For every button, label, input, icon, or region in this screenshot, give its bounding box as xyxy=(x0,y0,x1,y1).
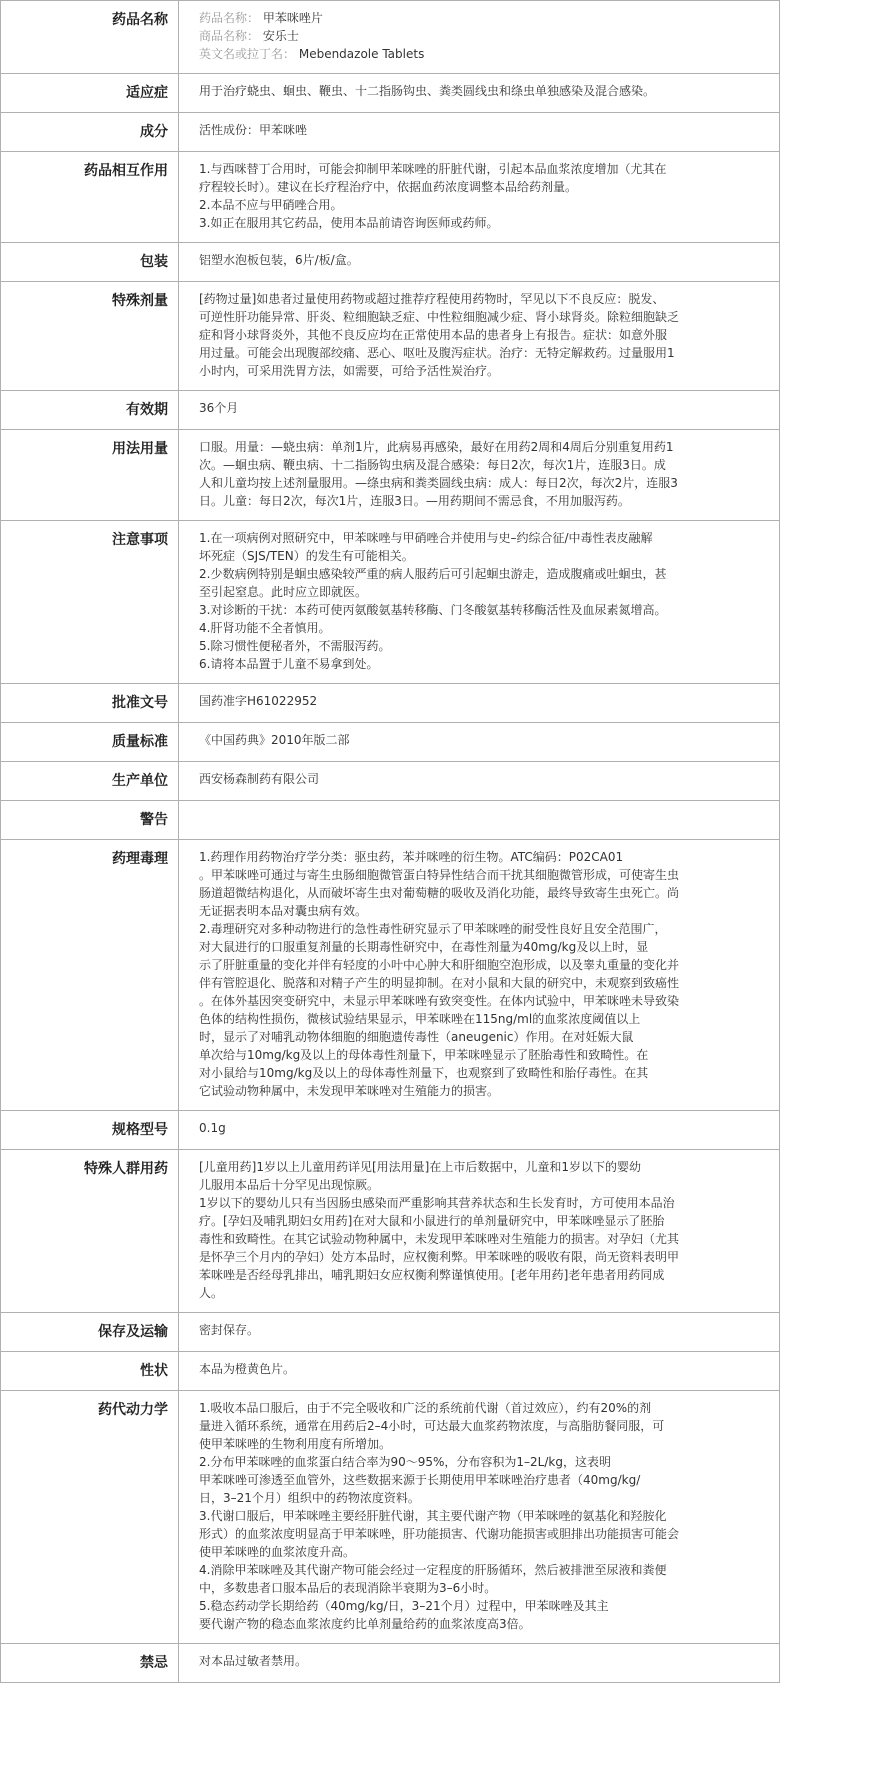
text-line: 疗程较长时）。建议在长疗程治疗中，依据血药浓度调整本品给药剂量。 xyxy=(199,180,578,194)
row-ingredients xyxy=(1,113,780,152)
row-value xyxy=(179,391,780,430)
row-label: 药品相互作用 xyxy=(1,152,179,243)
row-value xyxy=(179,801,780,840)
text-line: 36个月 xyxy=(199,401,239,415)
text-line: 2.毒理研究对多种动物进行的急性毒性研究显示了甲苯咪唑的耐受性良好且安全范围广， xyxy=(199,922,667,936)
text-line: 4.消除甲苯咪唑及其代谢产物可能会经过一定程度的肝肠循环，然后被排泄至尿液和粪便 xyxy=(199,1563,667,1577)
text-line: 6.请将本品置于儿童不易拿到处。 xyxy=(199,657,379,671)
text-line: 3.如正在服用其它药品，使用本品前请咨询医师或药师。 xyxy=(199,216,499,230)
trade-name-line xyxy=(199,27,769,45)
row-label: 性状 xyxy=(1,1352,179,1391)
row-value xyxy=(179,723,780,762)
text-line: 1.在一项病例对照研究中，甲苯咪唑与甲硝唑合并使用与史–约综合征/中毒性表皮融解 xyxy=(199,531,653,545)
text-line: 用过量。可能会出现腹部绞痛、恶心、呕吐及腹泻症状。治疗：无特定解救药。过量服用1 xyxy=(199,346,675,360)
text-line: 肠道超微结构退化，从而破坏寄生虫对葡萄糖的吸收及消化功能，最终导致寄生虫死亡。尚 xyxy=(199,886,680,900)
row-value xyxy=(179,1111,780,1150)
row-label: 警告 xyxy=(1,801,179,840)
text-line: 0.1g xyxy=(199,1121,226,1135)
text-line: 口服。用量：—蛲虫病：单剂1片，此病易再感染，最好在用药2周和4周后分别重复用药1 xyxy=(199,440,674,454)
row-label: 保存及运输 xyxy=(1,1313,179,1352)
text-line: 1.吸收本品口服后，由于不完全吸收和广泛的系统前代谢（首过效应），约有20%的剂 xyxy=(199,1401,652,1415)
row-value xyxy=(179,1150,780,1313)
row-warning xyxy=(1,801,780,840)
trade-name-key: 商品名称： xyxy=(199,29,260,43)
text-line: 小时内，可采用洗胃方法，如需要，可给予活性炭治疗。 xyxy=(199,364,500,378)
row-label: 注意事项 xyxy=(1,521,179,684)
text-line: 日，3–21个月）组织中的药物浓度资料。 xyxy=(199,1491,420,1505)
text-line: 使甲苯咪唑的生物利用度有所增加。 xyxy=(199,1437,392,1451)
row-label: 包装 xyxy=(1,243,179,282)
row-label: 成分 xyxy=(1,113,179,152)
text-line: [药物过量]如患者过量使用药物或超过推荐疗程使用药物时，罕见以下不良反应：脱发、 xyxy=(199,292,665,306)
text-line: 使甲苯咪唑的血浆浓度升高。 xyxy=(199,1545,356,1559)
row-special-population xyxy=(1,1150,780,1313)
text-line: 对本品过敏者禁用。 xyxy=(199,1654,308,1668)
text-line: 4.肝肾功能不全者慎用。 xyxy=(199,621,331,635)
text-line: 单次给与10mg/kg及以上的母体毒性剂量下，甲苯咪唑显示了胚胎毒性和致畸性。在 xyxy=(199,1048,649,1062)
trade-name-value: 安乐士 xyxy=(262,29,299,43)
row-overdose xyxy=(1,282,780,391)
text-line: 毒性和致畸性。在其它试验动物种属中，未发现甲苯咪唑对生殖能力的损害。对孕妇（尤其 xyxy=(199,1232,680,1246)
row-value xyxy=(179,282,780,391)
row-indications xyxy=(1,74,780,113)
text-line: 它试验动物种属中，未发现甲苯咪唑对生殖能力的损害。 xyxy=(199,1084,500,1098)
text-line: 1.与西咪替丁合用时，可能会抑制甲苯咪唑的肝脏代谢，引起本品血浆浓度增加（尤其在 xyxy=(199,162,667,176)
text-line: 人和儿童均按上述剂量服用。—绦虫病和粪类圆线虫病：成人：每日2次，每次2片，连服3 xyxy=(199,476,678,490)
text-line: 坏死症（SJS/TEN）的发生有可能相关。 xyxy=(199,549,414,563)
row-value xyxy=(179,1644,780,1683)
row-value xyxy=(179,840,780,1111)
row-label: 生产单位 xyxy=(1,762,179,801)
generic-name-key: 药品名称： xyxy=(199,11,260,25)
row-label: 质量标准 xyxy=(1,723,179,762)
text-line: 人。 xyxy=(199,1286,224,1300)
row-pharmacology xyxy=(1,840,780,1111)
text-line: 症和肾小球肾炎外，其他不良反应均在正常使用本品的患者身上有报告。症状：如意外服 xyxy=(199,328,668,342)
text-line: [儿童用药]1岁以上儿童用药详见[用法用量]在上市后数据中，儿童和1岁以下的婴幼 xyxy=(199,1160,641,1174)
english-name-key: 英文名或拉丁名： xyxy=(199,47,296,61)
text-line: 可逆性肝功能异常、肝炎、粒细胞缺乏症、中性粒细胞减少症、肾小球肾炎。除粒细胞缺乏 xyxy=(199,310,680,324)
row-label: 适应症 xyxy=(1,74,179,113)
text-line: 对小鼠给与10mg/kg及以上的母体毒性剂量下，也观察到了致畸性和胎仔毒性。在其 xyxy=(199,1066,649,1080)
row-value xyxy=(179,521,780,684)
text-line: 形式）的血浆浓度明显高于甲苯咪唑，肝功能损害、代谢功能损害或胆排出功能损害可能会 xyxy=(199,1527,680,1541)
text-line: 甲苯咪唑可渗透至血管外，这些数据来源于长期使用甲苯咪唑治疗患者（40mg/kg/ xyxy=(199,1473,641,1487)
row-label: 规格型号 xyxy=(1,1111,179,1150)
text-line: 3.代谢口服后，甲苯咪唑主要经肝脏代谢，其主要代谢产物（甲苯咪唑的氨基化和羟胺化 xyxy=(199,1509,667,1523)
row-value xyxy=(179,430,780,521)
row-value xyxy=(179,152,780,243)
row-package xyxy=(1,243,780,282)
text-line: 无证据表明本品对囊虫病有效。 xyxy=(199,904,368,918)
text-line: 中，多数患者口服本品后的表现消除半衰期为3–6小时。 xyxy=(199,1581,497,1595)
text-line: 2.本品不应与甲硝唑合用。 xyxy=(199,198,343,212)
row-value xyxy=(179,243,780,282)
row-dosage xyxy=(1,430,780,521)
text-line: 苯咪唑是否经母乳排出，哺乳期妇女应权衡利弊谨慎使用。[老年用药]老年患者用药同成 xyxy=(199,1268,665,1282)
row-value xyxy=(179,113,780,152)
row-label: 禁忌 xyxy=(1,1644,179,1683)
row-contraindications xyxy=(1,1644,780,1683)
row-value xyxy=(179,74,780,113)
text-line: 1岁以下的婴幼儿只有当因肠虫感染而严重影响其营养状态和生长发育时，方可使用本品治 xyxy=(199,1196,675,1210)
text-line: 对大鼠进行的口服重复剂量的长期毒性研究中，在毒性剂量为40mg/kg及以上时，显 xyxy=(199,940,649,954)
row-label: 用法用量 xyxy=(1,430,179,521)
english-name-value: Mebendazole Tablets xyxy=(298,47,425,61)
row-value xyxy=(179,684,780,723)
text-line: 密封保存。 xyxy=(199,1323,260,1337)
row-pharmacokinetics xyxy=(1,1391,780,1644)
row-precautions xyxy=(1,521,780,684)
text-line: 要代谢产物的稳态血浆浓度约比单剂量给药的血浆浓度高3倍。 xyxy=(199,1617,531,1631)
text-line: 3.对诊断的干扰：本药可使丙氨酸氨基转移酶、门冬酸氨基转移酶活性及血尿素氮增高。 xyxy=(199,603,667,617)
row-label: 特殊剂量 xyxy=(1,282,179,391)
text-line: 5.稳态药动学长期给药（40mg/kg/日，3–21个月）过程中，甲苯咪唑及其主 xyxy=(199,1599,609,1613)
text-line: 日。儿童：每日2次，每次1片，连服3日。—用药期间不需忌食，不用加服泻药。 xyxy=(199,494,630,508)
row-appearance xyxy=(1,1352,780,1391)
english-name-line xyxy=(199,45,769,63)
row-value xyxy=(179,762,780,801)
row-value xyxy=(179,1352,780,1391)
row-spec xyxy=(1,1111,780,1150)
row-label: 有效期 xyxy=(1,391,179,430)
text-line: 《中国药典》2010年版二部 xyxy=(199,733,350,747)
text-line: 色体的结构性损伤，微核试验结果显示，甲苯咪唑在115ng/ml的血浆浓度阈值以上 xyxy=(199,1012,641,1026)
row-label: 药理毒理 xyxy=(1,840,179,1111)
text-line: 1.药理作用药物治疗学分类：驱虫药，苯并咪唑的衍生物。ATC编码：P02CA01 xyxy=(199,850,624,864)
row-label: 药代动力学 xyxy=(1,1391,179,1644)
text-line: 量进入循环系统，通常在用药后2–4小时，可达最大血浆药物浓度，与高脂肪餐同服，可 xyxy=(199,1419,665,1433)
row-value xyxy=(179,1,780,74)
row-label: 特殊人群用药 xyxy=(1,1150,179,1313)
row-standard xyxy=(1,723,780,762)
row-name xyxy=(1,1,780,74)
row-label: 批准文号 xyxy=(1,684,179,723)
text-line: 至引起窒息。此时应立即就医。 xyxy=(199,585,368,599)
text-line: 国药准字H61022952 xyxy=(199,694,318,708)
text-line: 伴有管腔退化、脱落和对精子产生的明显抑制。在对小鼠和大鼠的研究中，未观察到致癌性 xyxy=(199,976,680,990)
text-line: 用于治疗蛲虫、蛔虫、鞭虫、十二指肠钩虫、粪类圆线虫和绦虫单独感染及混合感染。 xyxy=(199,84,656,98)
row-storage xyxy=(1,1313,780,1352)
text-line: 是怀孕三个月内的孕妇）处方本品时，应权衡利弊。甲苯咪唑的吸收有限，尚无资料表明甲 xyxy=(199,1250,680,1264)
text-line: 示了肝脏重量的变化并伴有轻度的小叶中心肿大和肝细胞空泡形成，以及睾丸重量的变化并 xyxy=(199,958,680,972)
row-interactions xyxy=(1,152,780,243)
generic-name-line xyxy=(199,9,769,27)
text-line: 。在体外基因突变研究中，未显示甲苯咪唑有致突变性。在体内试验中，甲苯咪唑未导致染 xyxy=(199,994,680,1008)
row-label: 药品名称 xyxy=(1,1,179,74)
text-line: 。甲苯咪唑可通过与寄生虫肠细胞微管蛋白特异性结合而干扰其细胞微管形成，可使寄生虫 xyxy=(199,868,680,882)
row-value xyxy=(179,1391,780,1644)
text-line: 本品为橙黄色片。 xyxy=(199,1362,296,1376)
text-line: 铝塑水泡板包装，6片/板/盒。 xyxy=(199,253,359,267)
text-line: 儿服用本品后十分罕见出现惊厥。 xyxy=(199,1178,380,1192)
text-line: 2.少数病例特别是蛔虫感染较严重的病人服药后可引起蛔虫游走，造成腹痛或吐蛔虫，甚 xyxy=(199,567,667,581)
text-line: 5.除习惯性便秘者外，不需服泻药。 xyxy=(199,639,391,653)
text-line: 2.分布甲苯咪唑的血浆蛋白结合率为90～95%，分布容积为1–2L/kg，这表明 xyxy=(199,1455,611,1469)
row-manufacturer xyxy=(1,762,780,801)
generic-name-value: 甲苯咪唑片 xyxy=(262,11,323,25)
text-line: 疗。[孕妇及哺乳期妇女用药]在对大鼠和小鼠进行的单剂量研究中，甲苯咪唑显示了胚胎 xyxy=(199,1214,665,1228)
text-line: 西安杨森制药有限公司 xyxy=(199,772,320,786)
text-line: 时，显示了对哺乳动物体细胞的细胞遗传毒性（aneugenic）作用。在对妊娠大鼠 xyxy=(199,1030,634,1044)
row-validity xyxy=(1,391,780,430)
row-approval xyxy=(1,684,780,723)
text-line: 活性成份：甲苯咪唑 xyxy=(199,123,308,137)
row-value xyxy=(179,1313,780,1352)
text-line: 次。—蛔虫病、鞭虫病、十二指肠钩虫病及混合感染：每日2次，每次1片，连服3日。成 xyxy=(199,458,666,472)
